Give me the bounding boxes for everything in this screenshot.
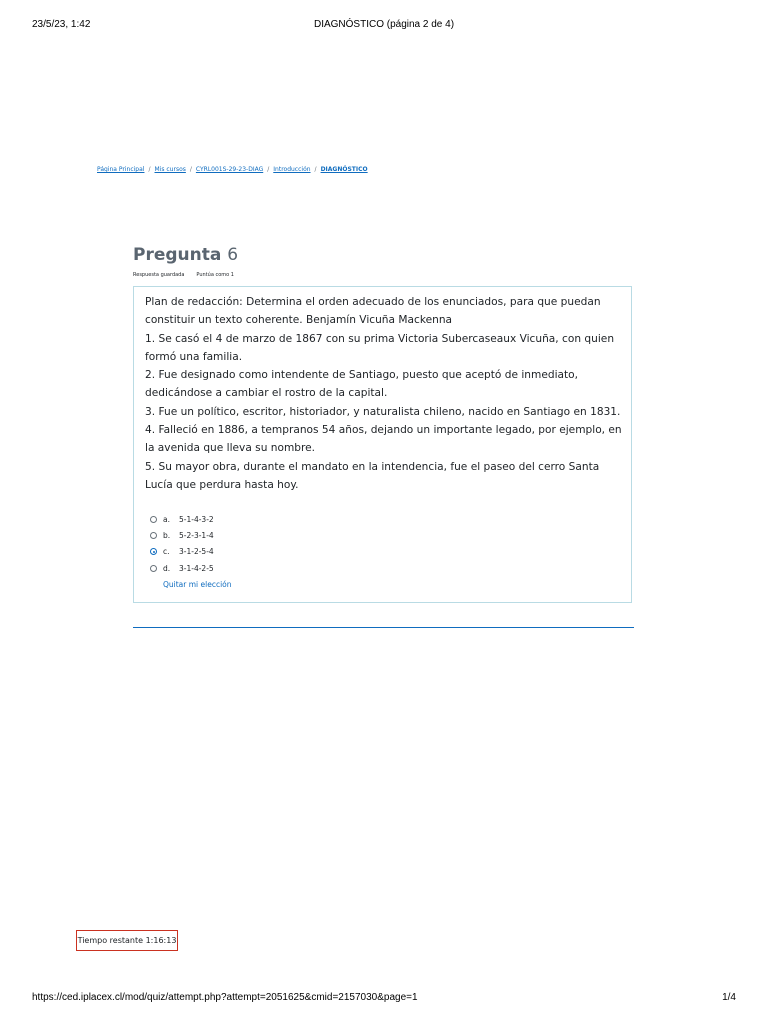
answer-option-d[interactable] <box>150 560 232 576</box>
question-content-box <box>133 286 632 603</box>
option-letter: a. <box>163 514 170 524</box>
breadcrumb-section-link[interactable]: Introducción <box>273 166 311 173</box>
option-value: 5-2-3-1-4 <box>179 530 214 540</box>
section-divider <box>133 627 634 628</box>
question-label: Pregunta <box>133 245 222 265</box>
breadcrumb-course-link[interactable]: CYRL001S-29-23-DIAG <box>195 166 264 173</box>
radio-button-d[interactable] <box>150 565 157 572</box>
breadcrumb-separator: / <box>148 166 151 173</box>
print-page-number: 1/4 <box>722 992 736 1003</box>
question-text <box>145 293 623 494</box>
answer-options <box>150 511 232 589</box>
radio-button-c[interactable] <box>150 548 157 555</box>
question-prompt: Plan de redacción: Determina el orden adecuado de los enunciados, para que puedan constituir un texto coherente. Benjamín Vicuña Mackenna <box>145 296 601 327</box>
option-value: 5-1-4-3-2 <box>179 514 214 524</box>
breadcrumb <box>97 166 368 173</box>
question-title <box>133 245 238 265</box>
breadcrumb-my-courses-link[interactable]: Mis cursos <box>154 166 186 173</box>
time-remaining-box: Tiempo restante 1:16:13 <box>76 930 178 951</box>
print-title: DIAGNÓSTICO (página 2 de 4) <box>313 19 455 30</box>
question-info <box>133 272 234 278</box>
option-letter: d. <box>163 563 171 573</box>
statement-4: 4. Falleció en 1886, a tempranos 54 años, dejando un importante legado, por ejemplo, en la avenida que lleva su nombre. <box>145 424 622 455</box>
option-value: 3-1-2-5-4 <box>179 547 214 557</box>
breadcrumb-separator: / <box>189 166 192 173</box>
question-number: 6 <box>227 245 239 265</box>
breadcrumb-quiz-link[interactable]: DIAGNÓSTICO <box>320 166 368 173</box>
answer-option-c[interactable] <box>150 544 232 560</box>
statement-2: 2. Fue designado como intendente de Santiago, puesto que aceptó de inmediato, dedicándose a cambiar el rostro de la capital. <box>145 369 579 400</box>
statement-3: 3. Fue un político, escritor, historiador, y naturalista chileno, nacido en Santiago en 1831. <box>145 405 621 418</box>
option-value: 3-1-4-2-5 <box>179 563 214 573</box>
breadcrumb-separator: / <box>267 166 270 173</box>
breadcrumb-separator: / <box>314 166 317 173</box>
print-url: https://ced.iplacex.cl/mod/quiz/attempt.php?attempt=2051625&cmid=2157030&page=1 <box>32 992 418 1003</box>
clear-choice-link[interactable]: Quitar mi elección <box>163 580 232 590</box>
print-date: 23/5/23, 1:42 <box>32 19 91 30</box>
breadcrumb-home-link[interactable]: Página Principal <box>97 166 145 173</box>
radio-button-b[interactable] <box>150 532 157 539</box>
radio-button-a[interactable] <box>150 516 157 523</box>
answer-option-b[interactable] <box>150 527 232 543</box>
option-letter: c. <box>163 547 170 557</box>
statement-1: 1. Se casó el 4 de marzo de 1867 con su prima Victoria Subercaseaux Vicuña, con quien formó una familia. <box>145 332 615 363</box>
option-letter: b. <box>163 530 171 540</box>
question-status: Respuesta guardada <box>133 272 185 278</box>
question-marks: Puntúa como 1 <box>196 272 234 278</box>
statement-5: 5. Su mayor obra, durante el mandato en la intendencia, fue el paseo del cerro Santa Lucía que perdura hasta hoy. <box>145 460 600 491</box>
answer-option-a[interactable] <box>150 511 232 527</box>
